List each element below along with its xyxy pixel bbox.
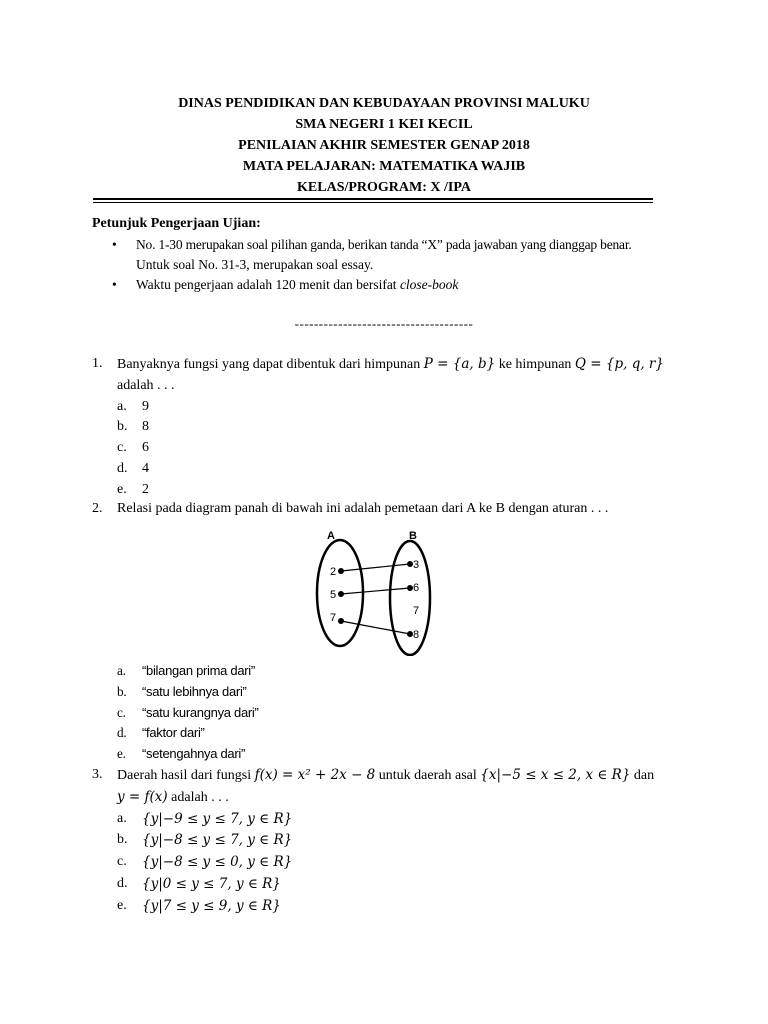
question-3 <box>92 765 682 918</box>
option-text: {y|−8 ≤ y ≤ 0, y ∈ R} <box>142 854 293 871</box>
answer-option[interactable] <box>117 661 682 682</box>
set-b-element: 7 <box>413 605 420 617</box>
question-text-part: Daerah hasil dari fungsi <box>117 768 252 783</box>
bullet-icon: • <box>112 237 117 252</box>
answer-option[interactable] <box>117 723 682 744</box>
answer-option[interactable] <box>117 852 682 874</box>
option-text: “faktor dari” <box>142 725 205 741</box>
answer-options <box>92 809 682 918</box>
math-function: f(x) = x² + 2x − 8 <box>254 767 376 783</box>
question-text-part: ke himpunan <box>498 357 572 372</box>
option-letter: a. <box>117 810 127 826</box>
answer-option[interactable] <box>117 480 682 501</box>
instruction-item <box>92 275 682 295</box>
header-line-exam: PENILAIAN AKHIR SEMESTER GENAP 2018 <box>238 138 530 153</box>
set-b-ellipse <box>390 541 430 655</box>
set-a-element: 2 <box>330 566 337 578</box>
set-a-element: 7 <box>330 612 337 624</box>
option-letter: b. <box>117 419 128 435</box>
option-text: 8 <box>142 419 149 435</box>
instructions-title: Petunjuk Pengerjaan Ujian: <box>92 216 261 231</box>
header-line-school: SMA NEGERI 1 KEI KECIL <box>295 117 473 132</box>
instruction-text: No. 1-30 merupakan soal pilihan ganda, berikan tanda “X” pada jawaban yang dianggap benar. <box>136 237 632 252</box>
mapping-arrow <box>341 588 410 594</box>
section-separator: ------------------------------------- <box>294 316 474 331</box>
question-text-part: untuk daerah asal <box>378 768 477 783</box>
option-letter: c. <box>117 440 127 456</box>
header-line-class: KELAS/PROGRAM: X /IPA <box>297 180 471 195</box>
math-set-p: P = {a, b} <box>423 356 496 372</box>
answer-options <box>92 397 682 501</box>
answer-option[interactable] <box>117 417 682 438</box>
option-text: “satu lebihnya dari” <box>142 683 247 699</box>
option-letter: b. <box>117 683 127 699</box>
question-number: 2. <box>92 501 103 516</box>
math-domain: {x|−5 ≤ x ≤ 2, x ∈ R} <box>480 767 631 783</box>
option-letter: d. <box>117 460 128 476</box>
option-text: 4 <box>142 460 149 476</box>
answer-options <box>92 661 682 765</box>
question-text-part: adalah . . . <box>171 789 229 805</box>
math-set-q: Q = {p, q, r} <box>574 356 664 372</box>
option-letter: c. <box>117 704 126 720</box>
question-1 <box>92 354 682 501</box>
instruction-text: Waktu pengerjaan adalah 120 menit dan bersifat <box>136 277 397 292</box>
option-letter: b. <box>117 832 128 848</box>
option-text: 9 <box>142 398 149 414</box>
option-text: 6 <box>142 440 149 456</box>
answer-option[interactable] <box>117 830 682 852</box>
question-text-part: adalah . . . <box>117 377 175 393</box>
answer-option[interactable] <box>117 459 682 480</box>
question-text-part: Banyaknya fungsi yang dapat dibentuk dari himpunan <box>117 357 421 372</box>
instruction-text: Untuk soal No. 31-3, merupakan soal essay. <box>136 256 374 272</box>
instruction-text-italic: close-book <box>399 277 459 292</box>
option-letter: d. <box>117 725 127 741</box>
answer-option[interactable] <box>117 682 682 703</box>
math-expression: y = f(x) <box>117 788 168 805</box>
option-text: “bilangan prima dari” <box>142 663 255 678</box>
set-b-element: 8 <box>413 629 420 641</box>
answer-option[interactable] <box>117 809 682 831</box>
option-letter: c. <box>117 854 127 870</box>
answer-option[interactable] <box>117 744 682 765</box>
set-a-element: 5 <box>330 589 337 601</box>
header-divider-thick <box>93 198 653 200</box>
question-text <box>92 354 682 397</box>
header-line-agency: DINAS PENDIDIKAN DAN KEBUDAYAAN PROVINSI MALUKU <box>178 96 590 111</box>
option-text: “setengahnya dari” <box>142 746 245 762</box>
question-text: Relasi pada diagram panah di bawah ini adalah pemetaan dari A ke B dengan aturan . . . <box>117 501 609 516</box>
header-divider-thin <box>93 202 653 203</box>
mapping-arrow <box>341 564 410 571</box>
question-number: 3. <box>92 767 103 782</box>
question-2 <box>92 499 682 520</box>
arrow-diagram <box>300 522 460 656</box>
option-letter: e. <box>117 897 127 913</box>
option-text: {y|−9 ≤ y ≤ 7, y ∈ R} <box>142 810 293 827</box>
answer-option[interactable] <box>117 896 682 918</box>
mapping-arrow <box>341 621 410 634</box>
question-number: 1. <box>92 356 103 371</box>
header-line-subject: MATA PELAJARAN: MATEMATIKA WAJIB <box>242 159 526 174</box>
answer-option[interactable] <box>117 397 682 418</box>
option-letter: e. <box>117 746 126 762</box>
exam-header <box>0 93 768 198</box>
set-b-label: B <box>409 530 417 542</box>
bullet-icon: • <box>112 277 117 292</box>
answer-option[interactable] <box>117 874 682 896</box>
instructions-list <box>92 235 682 295</box>
question-2-options <box>92 661 682 765</box>
option-text: {y|0 ≤ y ≤ 7, y ∈ R} <box>142 875 281 892</box>
question-text-part: dan <box>633 768 655 783</box>
option-text: {y|−8 ≤ y ≤ 7, y ∈ R} <box>142 832 293 849</box>
set-b-element: 6 <box>413 582 420 594</box>
option-text: {y|7 ≤ y ≤ 9, y ∈ R} <box>142 897 281 914</box>
option-text: “satu kurangnya dari” <box>142 704 259 720</box>
answer-option[interactable] <box>117 438 682 459</box>
option-letter: e. <box>117 481 127 497</box>
answer-option[interactable] <box>117 703 682 724</box>
option-letter: a. <box>117 398 127 414</box>
set-b-element: 3 <box>413 559 420 571</box>
set-a-label: A <box>327 530 335 542</box>
option-letter: d. <box>117 875 128 891</box>
option-text: 2 <box>142 481 149 497</box>
question-text <box>92 765 682 809</box>
option-letter: a. <box>117 663 126 678</box>
instruction-item <box>92 235 682 274</box>
